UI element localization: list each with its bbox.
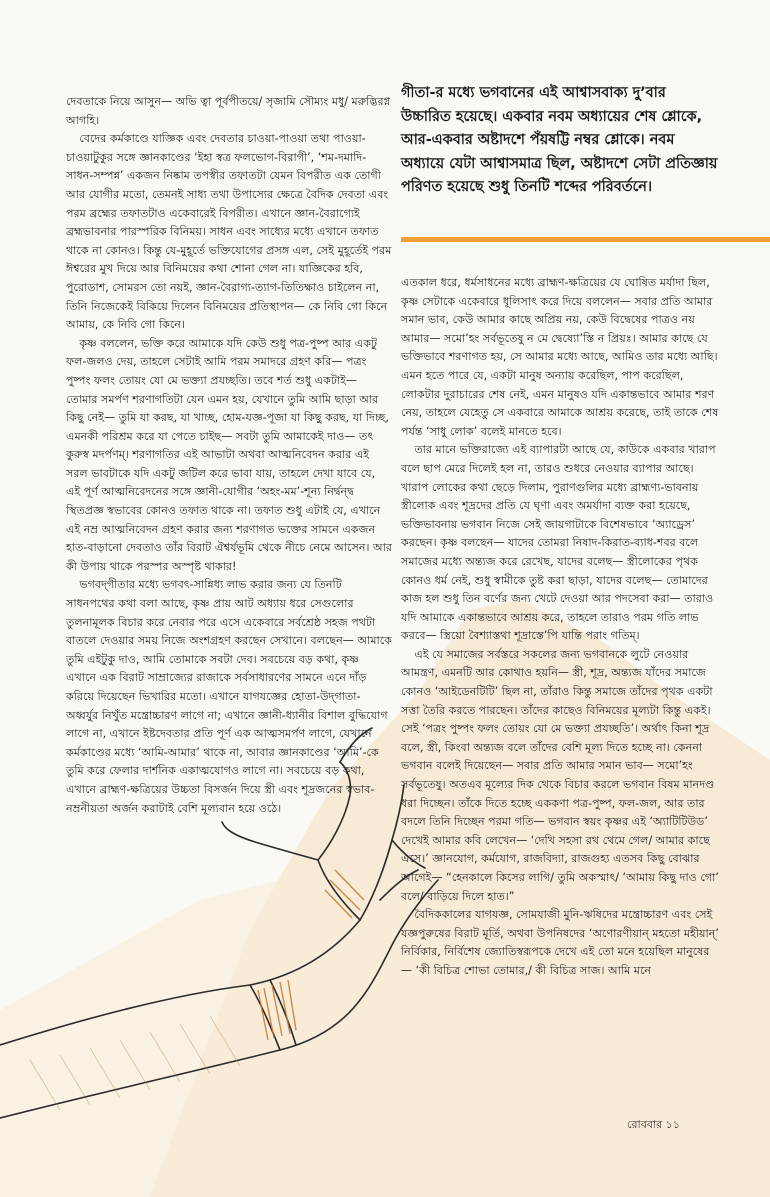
paragraph: এই যে সমাজের সর্বস্তরে সকলের জন্য ভগবানকে লুটে নেওয়ার আমন্ত্রণ, এমনটি আর কোথাও হয়নি— স্ত্রী, শূদ্র, অন্ত্যজ যাঁদের সমাজে কোনও ‘আইডেনটিটি’ ছিল না, তাঁরাও কিন্তু সমাজে তাঁদের পৃথক একটা সত্তা তৈরি করতে পারছেন। তাঁদের কাছেও বিনিময়ের মূল্যটা কিন্তু একই। সেই ‘পত্রং পুষ্পং ফলং তোয়ং যো মে ভক্ত্যা প্রযচ্ছতি’। অর্থাৎ কিনা শূদ্র বলে, স্ত্রী, কিংবা অন্ত্যজ বলে তাঁদের বেশি মূল্য দিতে হচ্ছে না। কেননা ভগবান বলেই দিয়েছেন— সবার প্রতি আমার সমান ভাব— সমো’হং সর্বভূতেষু। অতএব মূল্যের দিক থেকে বিচার করলে ভগবান বিষম মানদণ্ড ধরা দিচ্ছেন। তাঁকে দিতে হচ্ছে এককণা পত্র-পুষ্প, ফল-জল, আর তার বদলে তিনি দিচ্ছেন পরমা গতি— ভগবান স্বয়ং কৃষ্ণর এই ‘অ্যাটিটিউড’ দেখেই আমার কবি লেখেন— ‘দেখি সহসা রথ থেমে গেল/ আমার কাছে এসে।’ জ্ঞানযোগ, কর্মযোগ, রাজবিদ্যা, রাজগুহ্য এতসব কিছু বোঝার আগেই— “হেনকালে কিসের লাগি/ তুমি অকস্মাৎ/ ‘আমায় কিছু দাও গো’ বলে/ বাড়িয়ে দিলে হাত।” xyxy=(401,647,719,903)
paragraph: এতকাল ধরে, ধর্মসাধনের মধ্যে ব্রাহ্মণ-ক্ষত্রিয়ের যে ঘোষিত মর্যাদা ছিল, কৃষ্ণ সেটাকে একেবারে ধূলিসাৎ করে দিয়ে বললেন— সবার প্রতি আমার সমান ভাব, কেউ আমার কাছে অপ্রিয় নয়, কেউ বিদ্বেষের পাত্রও নয় আমার— সমো’হং সর্বভূতেষু ন মে দ্বেষ্যো’স্তি ন প্রিয়ঃ। আমার কাছে যে ভক্তিভাবে শরণাগত হয়, সে আমার মধ্যে আছে, আমিও তার মধ্যে আছি। এমন হতে পারে যে, একটা মানুষ অন্যায় করেছিল, পাপ করেছিল, লোকটার দুরাচারের শেষ নেই, এমন মানুষও যদি একান্তভাবে আমার শরণ নেয়, তাহলে যেহেতু সে একবারে আমাকে আশ্রয় করেছে, তাই তাকে শেষ পর্যন্ত ‘সাধু লোক’ বলেই মানতে হবে। xyxy=(401,276,719,438)
paragraph: বৈদিককালের যাগযজ্ঞ, সোমযাজী মুনি-ঋষিদের মন্ত্রোচ্চারণ এবং সেই যজ্ঞপুরুষের বিরাট মূর্তি, অথবা উপনিষদের ‘অণোরণীয়ান্ মহতো মহীয়ান্’ নির্বিকার, নির্বিশেষ জ্যোতিস্বরূপকে দেখে এই তো মনে হয়েছিল মানুষের— ‘কী বিচিত্র শোভা তোমার,/ কী বিচিত্র সাজ। আমি মনে xyxy=(401,908,719,977)
paragraph: বেদের কর্মকাণ্ডে যাজ্ঞিক এবং দেবতার চাওয়া-পাওয়া তথা পাওয়া-চাওয়াটুকুর সঙ্গে জ্ঞানকাণ্ডের ‘ইহা স্বত্র ফলভোগ-বিরাগী’, ‘শম-দমাদি-সাধন-সম্পন্ন’ একজন নিষ্কাম তপস্বীর তফাতটা যেমন বিপরীত এক তোগী আর যোগীর মতো, তেমনই সাধ্য তথা উপাস্যের ক্ষেত্রে বৈদিক দেবতা এবং পরম ব্রহ্মের তফাতটাও একেবারেই বিপরীত। এখানে জ্ঞান-বৈরাগ্যেই ব্রহ্মভাবনার পারস্পরিক বিনিময়। সাধন এবং সাধ্যের মধ্যে এখানে তফাত থাকে না কোনও। কিন্তু যে-মুহূর্তে ভক্তিযোগের প্রসঙ্গ এল, সেই মুহূর্তেই পরম ঈশ্বরের মুখ দিয়ে আর বিনিময়ের কথা শোনা গেল না। যাজ্ঞিকের হবি, পুরোডাশ, সোমরস তো নয়ই, জ্ঞান-বৈরাগ্য-ত্যাগ-তিতিক্ষাও চাইলেন না, তিনি নিজেকেই বিকিয়ে দিলেন বিনিময়ের প্রতিস্থাপন— কে নিবি গো কিনে আমায়, কে নিবি গো কিনে। xyxy=(66,132,392,332)
page-number: রোববার ১১ xyxy=(627,1118,680,1131)
paragraph: তার মানে ভক্তিরাজ্যে এই ব্যাপারটা আছে যে, কাউকে একবার খারাপ বলে ছাপ মেরে দিলেই হল না, তারও শুধরে নেওয়ার ব্যাপার আছে। খারাপ লোকের কথা ছেড়ে দিলাম, পুরাণগুলির মধ্যে ব্রাহ্মণ্য-ভাবনায় স্ত্রীলোক এবং শূদ্রদের প্রতি যে ঘৃণা এবং অমর্যাদা ব্যক্ত করা হয়েছে, ভক্তিভাবনায় ভগবান নিজে সেই জায়গাটাকে বিশেষভাবে ‘অ্যাড্রেস’ করছেন। কৃষ্ণ বলছেন— যাদের তোমরা নিষাদ-কিরাত-ব্যাধ-শবর বলে সমাজের মধ্যে অন্ত্যজ করে রেখেছ, যাদের বলেছ— স্ত্রীলোকের পৃথক কোনও ধর্ম নেই, শুধু স্বামীকে তুষ্ট করা ছাড়া, যাদের বলেছ— তোমাদের কাজ হল শুধু তিন বর্ণের জন্য খেটে দেওয়া আর পদসেবা করা— তারাও যদি আমাকে একান্তভাবে আশ্রয় করে, তাহলে তারাও পরম গতি লাভ করবে— স্ত্রিয়ো বৈশ্যাস্তথা শূদ্রাস্তে’পি যান্তি পরাং গতিম্। xyxy=(401,443,716,643)
paragraph: কৃষ্ণ বললেন, ভক্তি করে আমাকে যদি কেউ শুধু পত্র-পুষ্প আর একটু ফল-জলও দেয়, তাহলে সেটাই আমি পরম সমাদরে গ্রহণ করি— পত্রং পুষ্পং ফলং তোয়ং যো মে ভক্ত্যা প্রযচ্ছতি। তবে শর্ত শুধু একটাই— তোমার সমর্পণ শরণাগতিটা যেন এমন হয়, যেখানে তুমি আমি ছাড়া আর কিছু নেই— তুমি যা করছ, যা খাচ্ছ, হোম-যজ্ঞ-পূজা যা কিছু করছ, যা দিচ্ছ, এমনকী পরিশ্রম করে যা পেতে চাইছ— সবটা তুমি আমাকেই দাও— তৎ কুরুস্ব মদর্পণম্। শরণাগতির এই আভাটা অথবা আত্মনিবেদন করার এই সরল ভাবটাকে যদি একটু জটিল করে ভাবা যায়, তাহলে দেখা যাবে যে, এই পূর্ণ আত্মনিবেদনের সঙ্গে জ্ঞানী-যোগীর ‘অহং-মম’-শূন্য নির্দ্বন্দ্ব স্থিতপ্রজ্ঞ স্বভাবের কোনও তফাত থাকে না। তফাত শুধু এটাই যে, এখানে এই নম্র আত্মনিবেদন গ্রহণ করার জন্য শরণাগত ভক্তের সামনে একজন হাত-বাড়ানো দেবতাও তাঁর বিরাট ঐশ্বর্যভূমি থেকে নীচে নেমে আসেন। আর কী উপায় থাকে পরস্পর অস্পৃষ্ট থাকার! xyxy=(66,336,392,573)
article-column-left xyxy=(66,93,392,818)
paragraph: ভগবদ্‌গীতার মধ্যে ভগবৎ-সান্নিধ্য লাভ করার জন্য যে তিনটি সাধনপথের কথা বলা আছে, কৃষ্ণ প্রায় আট অধ্যায় ধরে সেগুলোর তুলনামূলক বিচার করে নেবার পরে এসে একেবারে সর্বশ্রেষ্ঠ সহজ পথটা বাতলে দেওয়ার সময় নিজে অংশগ্রহণ করছেন সেখানে। বলছেন— আমাকে তুমি এইটুকু দাও, আমি তোমাকে সবটা দেব। সবচেয়ে বড় কথা, কৃষ্ণ এখানে এক বিরাট সাম্রাজ্যের রাজাকে সর্বসাধারণের সামনে এনে দাঁড় করিয়ে দিয়েছেন ভিখারির মতো। এখানে যাগযজ্ঞের হোতা-উদ্‌গাতা-অধ্বর্যুর নিখুঁত মন্ত্রোচ্চারণ লাগে না; এখানে জ্ঞানী-ধ্যানীর বিশাল বুদ্ধিযোগ লাগে না, এখানে ইষ্টদেবতার প্রতি পূর্ণ এক আত্মসমর্পণ লাগে, যেখানে কর্মকাণ্ডের মধ্যে ‘আমি-আমার’ থাকে না, আবার জ্ঞানকাণ্ডের ‘আমি’-কে তুমি করে ফেলার দার্শনিক একাত্মযোগও লাগে না। সবচেয়ে বড় কথা, এখানে ব্রাহ্মণ-ক্ষত্রিয়ের উচ্চতা বিসর্জন দিয়ে স্ত্রী এবং শূদ্রজনের স্বভাব-নম্রনীয়তা অর্জন করাটাই বেশি মূল্যবান হয়ে ওঠে। xyxy=(66,578,392,815)
paragraph: দেবতাকে নিয়ে আসুন— অভি ত্বা পূর্বপীতয়ে/ সৃজামি সৌম্যং মধু/ মরুদ্ভিরগ্ন আগহি। xyxy=(66,95,391,127)
pull-quote: গীতা-র মধ্যে ভগবানের এই আশ্বাসবাক্য দু’বার উচ্চারিত হয়েছে। একবার নবম অধ্যায়ের শেষ শ্লোকে, আর-একবার অষ্টাদশে পঁয়ষট্টি নম্বর শ্লোকে। নবম অধ্যায়ে যেটা আশ্বাসমাত্র ছিল, অষ্টাদশে সেটা প্রতিজ্ঞায় পরিণত হয়েছে শুধু তিনটি শব্দের পরিবর্তনে। xyxy=(401,85,718,196)
article-column-right xyxy=(401,274,719,981)
quote-divider xyxy=(401,237,770,242)
